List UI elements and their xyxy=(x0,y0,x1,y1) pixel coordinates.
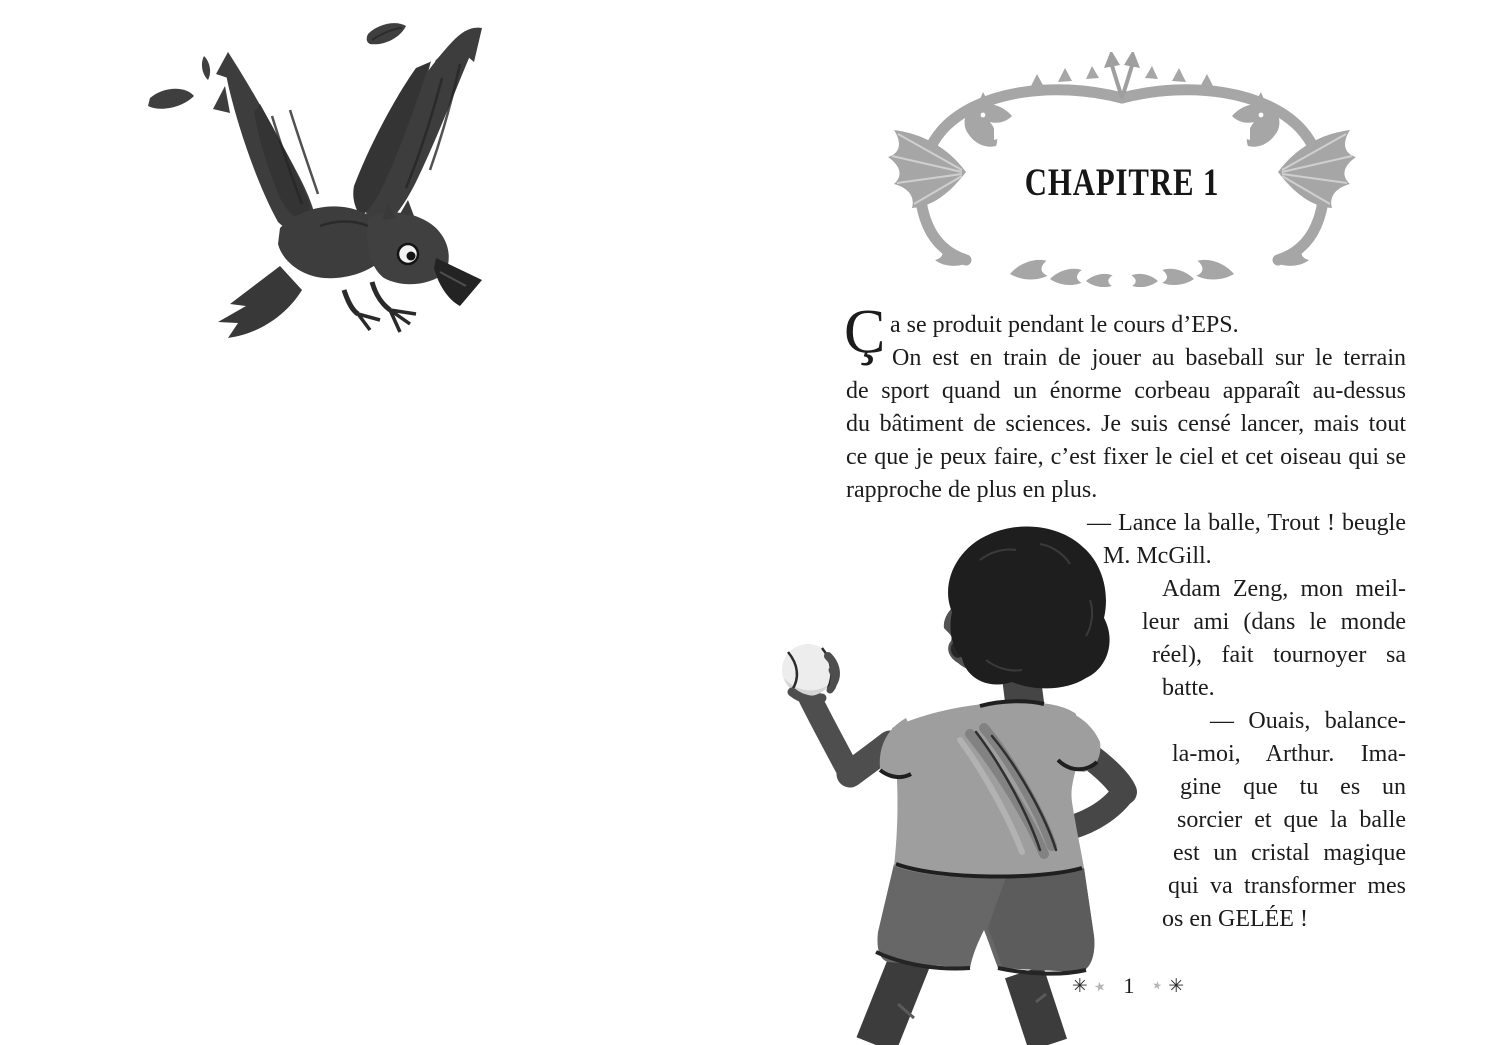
text-line: a se produit pendant le cours d’EPS. xyxy=(890,312,1239,338)
crow-tail xyxy=(218,266,302,338)
asterisk-star-icon: ✳ xyxy=(1168,975,1185,997)
text-line: batte. xyxy=(1162,675,1215,701)
text-line: la-moi, Arthur. Ima- xyxy=(1172,741,1406,767)
text-line: rapproche de plus en plus. xyxy=(846,477,1098,503)
text-line: réel), fait tournoyer sa xyxy=(1152,642,1406,668)
small-star-icon: ★ xyxy=(1092,977,1107,995)
text-line: M. McGill. xyxy=(1103,543,1212,569)
text-line: On est en train de jouer au baseball sur le terrain xyxy=(892,345,1406,371)
asterisk-star-icon: ✳ xyxy=(1071,975,1088,997)
crow-claws xyxy=(344,282,416,332)
text-line: ce que je peux faire, c’est fixer le ciel et cet oiseau qui se xyxy=(846,444,1406,470)
floating-feathers xyxy=(148,23,406,109)
small-star-icon: ★ xyxy=(1151,978,1164,993)
body-text xyxy=(846,0,1406,1045)
text-line: leur ami (dans le monde xyxy=(1142,609,1406,635)
text-line: Adam Zeng, mon meil- xyxy=(1162,576,1406,602)
text-line: gine que tu es un xyxy=(1180,774,1406,800)
page-footer xyxy=(1048,966,1208,1006)
page-number: 1 xyxy=(1123,973,1135,998)
text-line: qui va transformer mes xyxy=(1168,873,1406,899)
text-line: est un cristal magique xyxy=(1173,840,1406,866)
drop-cap: Ç xyxy=(844,298,886,366)
text-line: sorcier et que la balle xyxy=(1177,807,1406,833)
text-line: — Lance la balle, Trout ! beugle xyxy=(1087,510,1406,536)
text-line: de sport quand un énorme corbeau apparaît au-dessus xyxy=(846,378,1406,404)
text-line: du bâtiment de sciences. Je suis censé lancer, mais tout xyxy=(846,411,1406,437)
chapter-title: CHAPITRE 1 xyxy=(1024,160,1220,204)
crow-illustration xyxy=(130,20,570,350)
text-line: — Ouais, balance- xyxy=(1210,708,1406,734)
text-line: os en GELÉE ! xyxy=(1162,906,1308,932)
